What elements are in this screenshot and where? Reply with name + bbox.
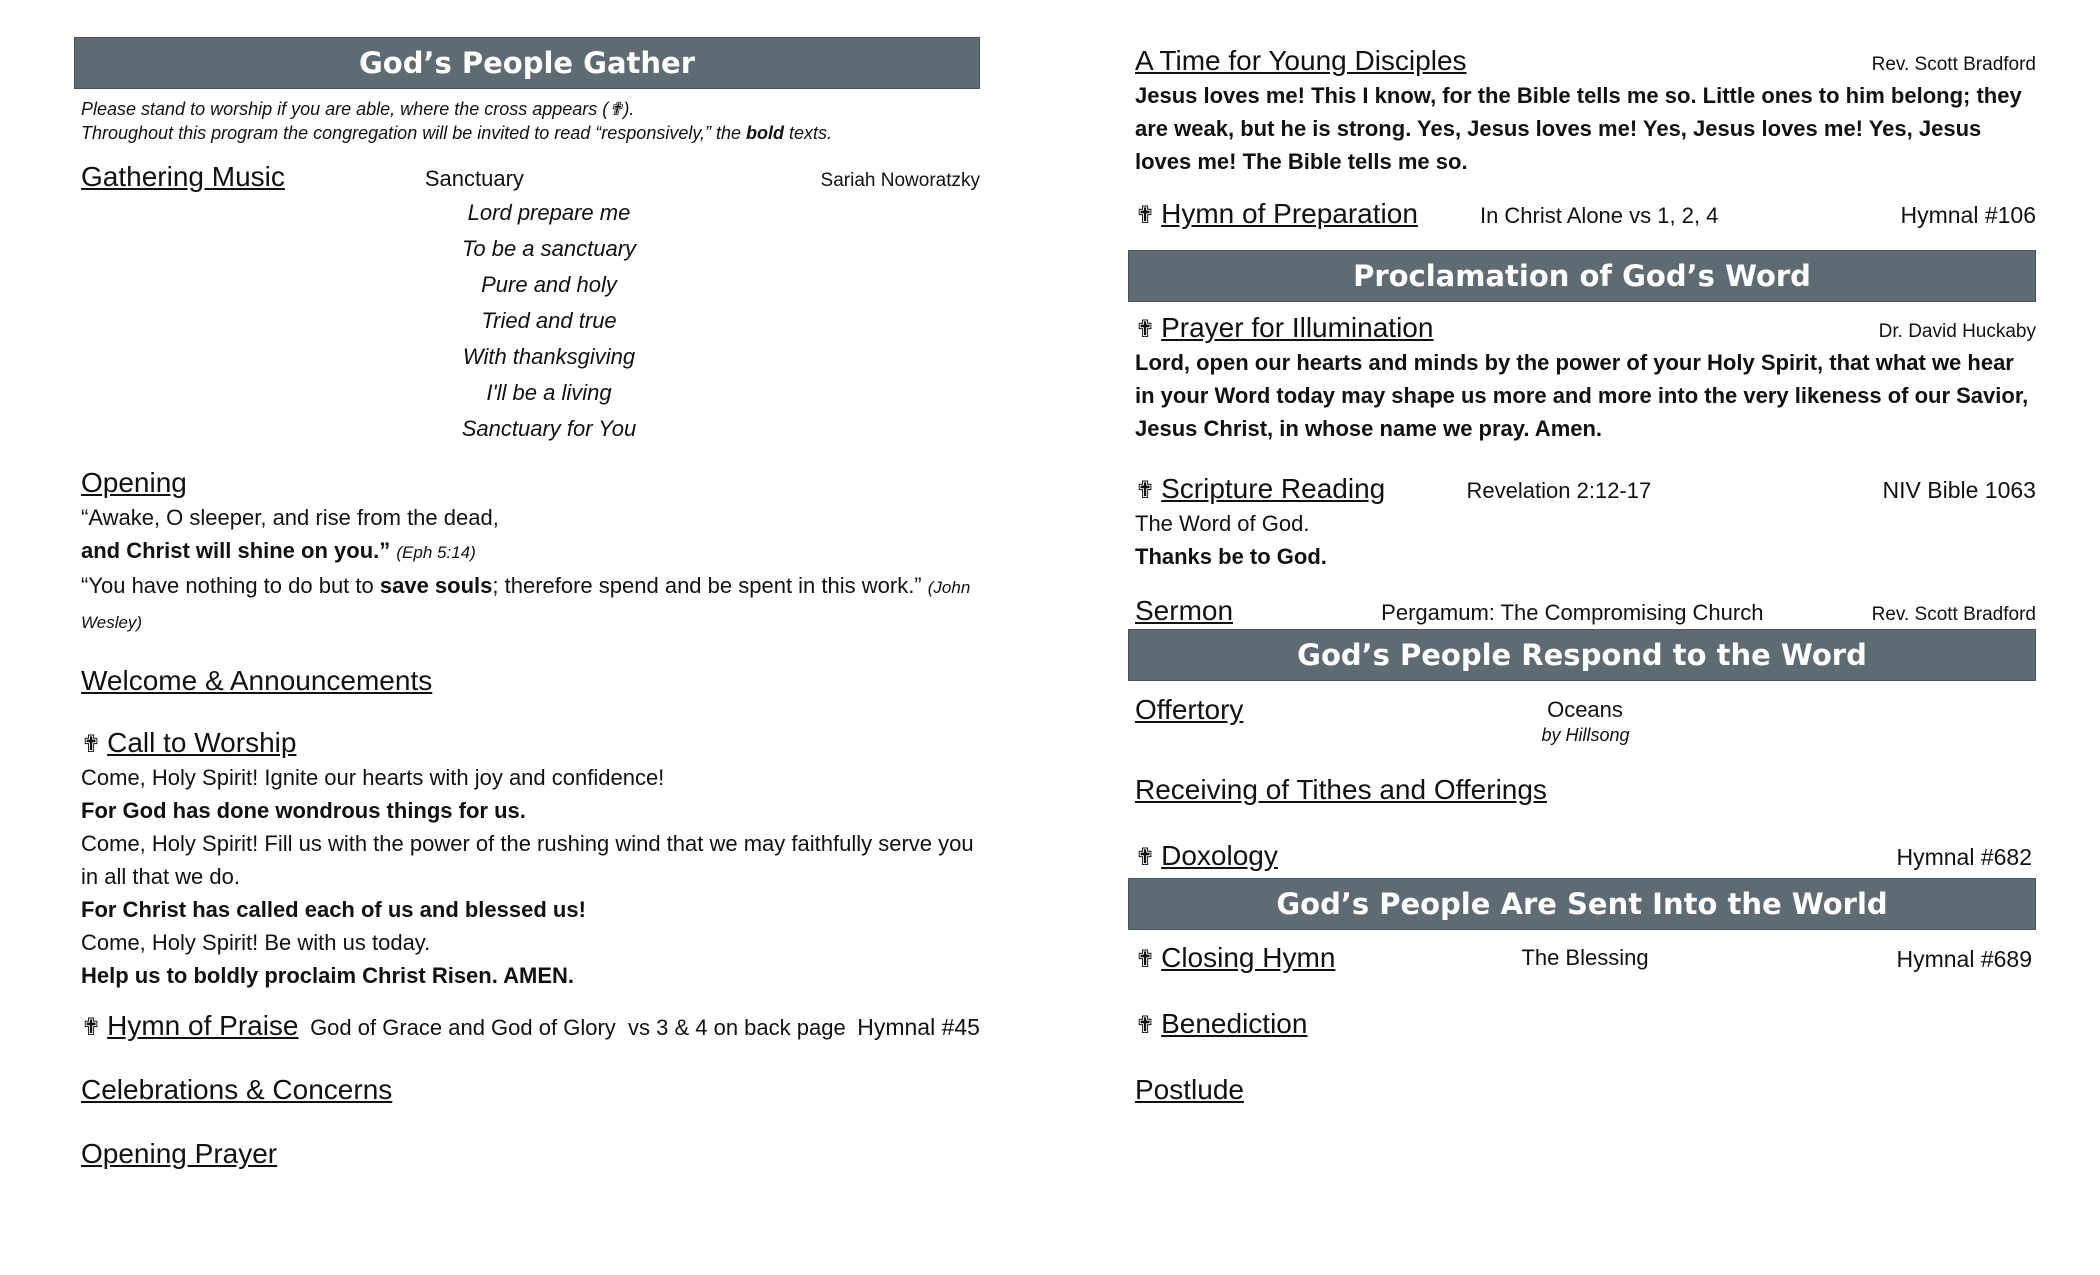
- lyric-line: To be a sanctuary: [461, 236, 637, 261]
- tithes-item: [1135, 772, 2036, 808]
- opening-line-3-post: ; therefore spend and be spent in this work.”: [492, 573, 922, 598]
- postlude-item: [1135, 1072, 2036, 1108]
- right-column: [1128, 37, 2036, 1108]
- welcome-item: [81, 663, 980, 699]
- cross-icon: ✟: [1135, 202, 1156, 229]
- hymn-of-preparation-item: [1135, 196, 2036, 232]
- celebrations-row: [81, 1072, 980, 1108]
- opening-line-3-ref: (John Wesley): [81, 578, 971, 632]
- hymn-of-preparation-ref: Hymnal #106: [1900, 202, 2036, 228]
- doxology-heading: [1135, 838, 1278, 876]
- section-banner-gather: God’s People Gather: [74, 37, 980, 89]
- instructions-bold-word: bold: [746, 123, 785, 143]
- lyric-line: Sanctuary for You: [461, 416, 637, 441]
- cross-icon: ✟: [1135, 946, 1156, 973]
- young-disciples-item: [1135, 43, 2036, 178]
- call-leader-1: Come, Holy Spirit! Ignite our hearts with joy and confidence!: [81, 765, 665, 790]
- offertory-title: Offertory: [1135, 694, 1244, 725]
- opening-line-2-text: and Christ will shine on you.”: [81, 538, 391, 563]
- lyric-line: Lord prepare me: [467, 200, 631, 225]
- hymn-of-praise-item: [81, 1008, 980, 1044]
- gathering-music-title: Gathering Music: [81, 161, 285, 192]
- gathering-music-credit: Sariah Noworatzky: [820, 170, 980, 191]
- young-disciples-row: [1135, 43, 2036, 79]
- prayer-illumination-heading: [1135, 310, 1433, 348]
- closing-hymn-ref: Hymnal #689: [1896, 946, 2032, 972]
- benediction-row: [1135, 1006, 2036, 1042]
- cross-icon: ✟: [81, 1014, 102, 1041]
- cross-icon: ✟: [81, 731, 102, 758]
- instructions-note: [81, 97, 980, 145]
- cross-icon: ✟: [1135, 844, 1156, 871]
- closing-hymn-item: [1135, 940, 2036, 976]
- young-disciples-leader: Rev. Scott Bradford: [1871, 54, 2036, 75]
- celebrations-item: [81, 1072, 980, 1108]
- hymn-of-preparation-title: Hymn of Preparation: [1161, 198, 1418, 229]
- instructions-line-2: [81, 121, 980, 145]
- section-banner-sent: God’s People Are Sent Into the World: [1128, 878, 2036, 930]
- section-banner-respond: God’s People Respond to the Word: [1128, 629, 2036, 681]
- cross-icon: ✟: [1135, 477, 1156, 504]
- gathering-music-item: [81, 159, 980, 447]
- left-column: [74, 37, 980, 1172]
- opening-line-2: [81, 534, 980, 569]
- opening-prayer-item: [81, 1136, 980, 1172]
- prayer-illumination-title: Prayer for Illumination: [1161, 312, 1434, 343]
- doxology-title: Doxology: [1161, 840, 1278, 871]
- call-to-worship-row: [81, 725, 980, 761]
- hymn-of-praise-song: God of Grace and God of Glory vs 3 & 4 on back page: [310, 1015, 846, 1040]
- hymn-of-preparation-song: In Christ Alone vs 1, 2, 4: [1479, 203, 1719, 228]
- scripture-response: Thanks be to God.: [1135, 544, 1327, 569]
- sermon-leader: Rev. Scott Bradford: [1871, 604, 2036, 625]
- instructions-line-1: Please stand to worship if you are able, where the cross appears (✟).: [81, 99, 635, 119]
- offertory-song: Oceans: [1547, 697, 1623, 722]
- gathering-music-row: [81, 159, 980, 195]
- opening-line-3-pre: “You have nothing to do but to: [81, 573, 380, 598]
- call-leader-3: Come, Holy Spirit! Be with us today.: [81, 930, 431, 955]
- opening-item: [81, 465, 980, 639]
- call-leader-2: Come, Holy Spirit! Fill us with the power of the rushing wind that we may faithfully serve you in all that we do.: [81, 831, 974, 889]
- hymn-of-preparation-heading: [1135, 196, 1418, 234]
- closing-hymn-row: [1135, 940, 2036, 976]
- call-to-worship-title: Call to Worship: [107, 727, 297, 758]
- opening-prayer-title: Opening Prayer: [81, 1138, 278, 1169]
- offertory-item: [1135, 695, 2036, 746]
- prayer-illumination-item: [1135, 310, 2036, 445]
- opening-line-3-bold: save souls: [379, 573, 493, 598]
- celebrations-title: Celebrations & Concerns: [81, 1074, 393, 1105]
- postlude-title: Postlude: [1135, 1074, 1244, 1105]
- benediction-item: [1135, 1006, 2036, 1042]
- benediction-title: Benediction: [1161, 1008, 1308, 1039]
- sermon-row: [1135, 593, 2036, 629]
- hymn-of-praise-ref: Hymnal #45: [857, 1014, 980, 1040]
- postlude-row: [1135, 1072, 2036, 1108]
- offertory-row: [1135, 695, 2036, 725]
- sermon-topic: Pergamum: The Compromising Church: [1381, 600, 1764, 625]
- opening-line-3: [81, 569, 980, 639]
- call-to-worship-heading: [81, 725, 296, 763]
- opening-line-2-ref: (Eph 5:14): [396, 543, 476, 562]
- opening-prayer-row: [81, 1136, 980, 1172]
- gathering-lyrics: [349, 195, 749, 447]
- scripture-reading-heading: [1135, 471, 1385, 509]
- hymn-of-praise-row: [81, 1008, 980, 1044]
- prayer-illumination-text: Lord, open our hearts and minds by the power of your Holy Spirit, that what we hear in your Word today may shape us more and more into the very likeness of our Savior, Jesus Christ, in whose name we pray. Amen.: [1135, 350, 2029, 441]
- lyric-line: Tried and true: [481, 308, 617, 333]
- gathering-music-song: Sanctuary: [424, 166, 524, 191]
- call-response-3: Help us to boldly proclaim Christ Risen. AMEN.: [81, 963, 575, 988]
- lyric-line: I'll be a living: [486, 380, 612, 405]
- tithes-row: [1135, 772, 2036, 808]
- young-disciples-text: Jesus loves me! This I know, for the Bible tells me so. Little ones to him belong; they are weak, but he is strong. Yes, Jesus loves me! Yes, Jesus loves me! Yes, Jesus loves me! The Bible tells me so.: [1135, 83, 2022, 174]
- section-banner-proclamation: Proclamation of God’s Word: [1128, 250, 2036, 302]
- call-response-1: For God has done wondrous things for us.: [81, 798, 526, 823]
- opening-line-1: “Awake, O sleeper, and rise from the dead,: [81, 505, 499, 530]
- cross-icon: ✟: [1135, 316, 1156, 343]
- call-to-worship-item: [81, 725, 980, 992]
- lyric-line: With thanksgiving: [462, 344, 636, 369]
- prayer-illumination-row: [1135, 310, 2036, 346]
- lyric-line: Pure and holy: [481, 272, 617, 297]
- doxology-ref: Hymnal #682: [1896, 844, 2032, 870]
- instructions-text: Throughout this program the congregation will be invited to read “responsively,” the: [81, 123, 747, 143]
- opening-title: Opening: [81, 467, 187, 498]
- cross-icon: ✟: [1135, 1012, 1156, 1039]
- scripture-reading-row: [1135, 471, 2036, 507]
- welcome-title: Welcome & Announcements: [81, 665, 433, 696]
- call-response-2: For Christ has called each of us and blessed us!: [81, 897, 586, 922]
- offertory-credit: by Hillsong: [1541, 725, 1630, 745]
- closing-hymn-song: The Blessing: [1521, 945, 1649, 970]
- hymn-of-praise-title: Hymn of Praise: [107, 1010, 299, 1041]
- hymn-of-praise-heading: [81, 1008, 299, 1046]
- sermon-item: [1135, 593, 2036, 629]
- instructions-text-end: texts.: [784, 123, 833, 143]
- tithes-title: Receiving of Tithes and Offerings: [1135, 774, 1547, 805]
- sermon-title: Sermon: [1135, 595, 1234, 626]
- scripture-reading-ref: NIV Bible 1063: [1882, 477, 2036, 503]
- scripture-reading-title: Scripture Reading: [1161, 473, 1386, 504]
- doxology-item: [1135, 838, 2036, 874]
- welcome-row: [81, 663, 980, 699]
- scripture-reading-item: [1135, 471, 2036, 573]
- hymn-of-preparation-row: [1135, 196, 2036, 232]
- benediction-heading: [1135, 1006, 1307, 1044]
- closing-hymn-title: Closing Hymn: [1161, 942, 1336, 973]
- doxology-row: [1135, 838, 2036, 874]
- prayer-illumination-leader: Dr. David Huckaby: [1878, 321, 2036, 342]
- scripture-leader: The Word of God.: [1135, 511, 1310, 536]
- young-disciples-title: A Time for Young Disciples: [1135, 45, 1467, 76]
- opening-row: [81, 465, 980, 501]
- scripture-reading-passage: Revelation 2:12-17: [1466, 478, 1652, 503]
